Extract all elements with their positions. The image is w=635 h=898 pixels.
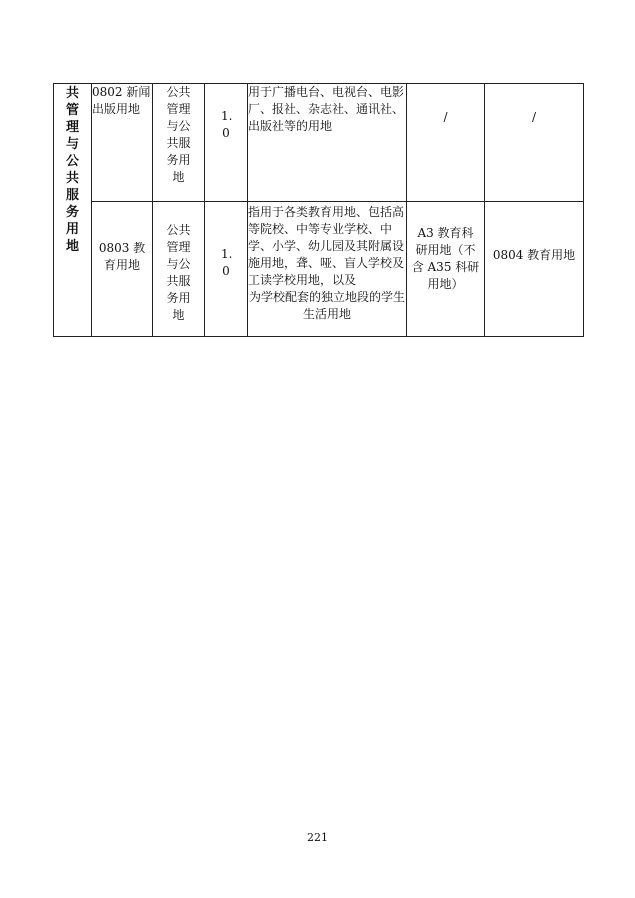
category-cell — [54, 84, 92, 337]
description-cell — [248, 202, 407, 337]
table-row — [54, 84, 584, 202]
ratio-cell — [205, 84, 248, 202]
land-code-cell — [92, 202, 153, 337]
compare-a-value: A3 教育科研用地（不含 A35 科研用地） — [411, 226, 480, 291]
land-kind-cell — [153, 84, 205, 202]
ratio-cell — [205, 202, 248, 337]
compare-a-cell — [407, 202, 485, 337]
compare-b-value: / — [531, 110, 537, 124]
land-kind: 公共管理与公共服务用地 — [166, 223, 191, 322]
land-code: 0803 教育用地 — [98, 241, 146, 272]
description-text: 指用于各类教育用地、包括高等院校、中等专业学校、中学、小学、幼儿园及其附属设施用地，聋、哑、盲人学校及工读学校用地，以及 — [248, 205, 405, 287]
ratio-value: 1.0 — [221, 247, 233, 278]
ratio-value: 1.0 — [221, 109, 233, 140]
land-code: 0802 新闻出版用地 — [92, 85, 151, 116]
compare-a-cell — [407, 84, 485, 202]
land-kind-cell — [153, 202, 205, 337]
compare-a-value: / — [443, 110, 448, 124]
compare-b-value: 0804 教育用地 — [492, 248, 576, 262]
land-kind: 公共管理与公共服务用地 — [166, 85, 191, 184]
table-row — [54, 202, 584, 337]
compare-b-cell — [485, 202, 584, 337]
land-use-table — [53, 83, 584, 337]
compare-b-cell — [485, 84, 584, 202]
description-tail: 为学校配套的独立地段的学生生活用地 — [248, 290, 405, 321]
category-label: 共管理与公共服务用地 — [65, 86, 79, 254]
description-text: 用于广播电台、电视台、电影厂、报社、杂志社、通讯社、出版社等的用地 — [248, 85, 405, 133]
page-number: 221 — [307, 831, 328, 844]
land-code-cell — [92, 84, 153, 202]
description-cell — [248, 84, 407, 202]
